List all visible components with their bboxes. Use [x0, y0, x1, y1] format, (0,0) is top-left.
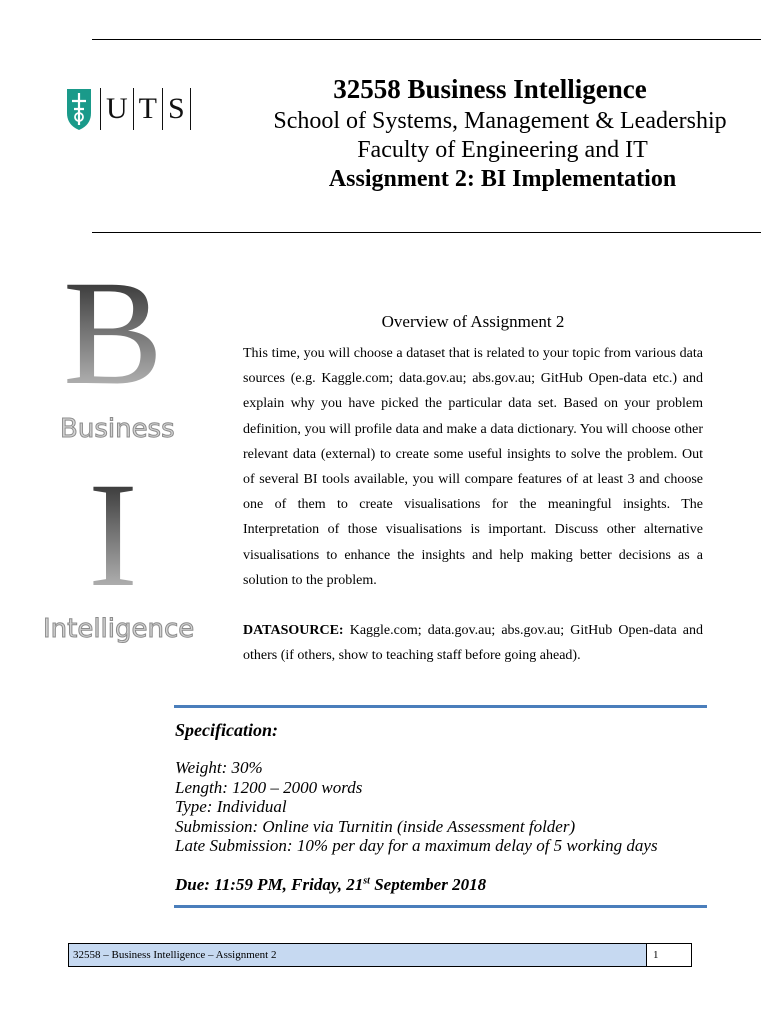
spec-bottom-rule	[174, 905, 707, 908]
specification-list	[175, 758, 658, 856]
header-divider	[92, 232, 761, 233]
logo-letter-t: T	[138, 92, 157, 125]
assignment-title: Assignment 2: BI Implementation	[328, 166, 677, 192]
datasource-text: Kaggle.com; data.gov.au; abs.gov.au; GitHub Open-data and others (if others, show to teaching staff before going ahead).	[243, 623, 703, 664]
school-name: School of Systems, Management & Leadership	[273, 108, 727, 134]
due-prefix: Due: 11:59 PM, Friday, 21	[175, 875, 364, 894]
spec-late-submission: Late Submission: 10% per day for a maximum delay of 5 working days	[175, 836, 658, 855]
specification-heading: Specification:	[175, 720, 278, 740]
spec-submission: Submission: Online via Turnitin (inside Assessment folder)	[175, 816, 576, 836]
spec-weight: Weight: 30%	[175, 758, 263, 777]
uts-shield-icon	[66, 87, 92, 131]
footer-text: 32558 – Business Intelligence – Assignment 2	[73, 949, 277, 961]
logo-letter-s: S	[168, 92, 185, 125]
due-date	[175, 875, 486, 895]
course-title: 32558 Business Intelligence	[333, 74, 647, 104]
overview-heading: Overview of Assignment 2	[381, 312, 565, 331]
datasource-paragraph	[243, 618, 703, 668]
uts-logo	[66, 86, 191, 132]
decorative-letter-b: B	[63, 250, 164, 416]
faculty-name: Faculty of Engineering and IT	[357, 137, 648, 163]
spec-length: Length: 1200 – 2000 words	[175, 777, 363, 797]
spec-top-rule	[174, 705, 707, 708]
decorative-word-business: Business	[60, 414, 175, 444]
due-ordinal: st	[363, 875, 370, 887]
spec-type: Type: Individual	[175, 797, 287, 816]
decorative-word-intelligence: Intelligence	[43, 614, 195, 644]
top-rule	[92, 39, 761, 40]
page-footer	[68, 943, 692, 967]
overview-paragraph: This time, you will choose a dataset that is related to your topic from various data sources (e.g. Kaggle.com; data.gov.au; abs.gov.au; GitHub Open-data etc.) and explain why you have picked the particular data set. Based on your problem definition, you will profile data and make a data dictionary. You will choose other relevant data (external) to create some useful insights to solve the problem. Out of several BI tools available, you will compare features of at least 3 and choose one of them to create visualisations for the meaningful insights. The Interpretation of those visualisations is important. Discuss other alternative visualisations to enhance the insights and help making better decisions as a solution to the problem.	[243, 346, 703, 588]
logo-divider	[190, 88, 191, 130]
due-suffix: September 2018	[369, 875, 487, 894]
logo-letter-u: U	[106, 92, 128, 125]
page-number: 1	[647, 944, 691, 966]
datasource-label: DATASOURCE:	[243, 623, 344, 638]
decorative-letter-i: I	[88, 452, 138, 618]
